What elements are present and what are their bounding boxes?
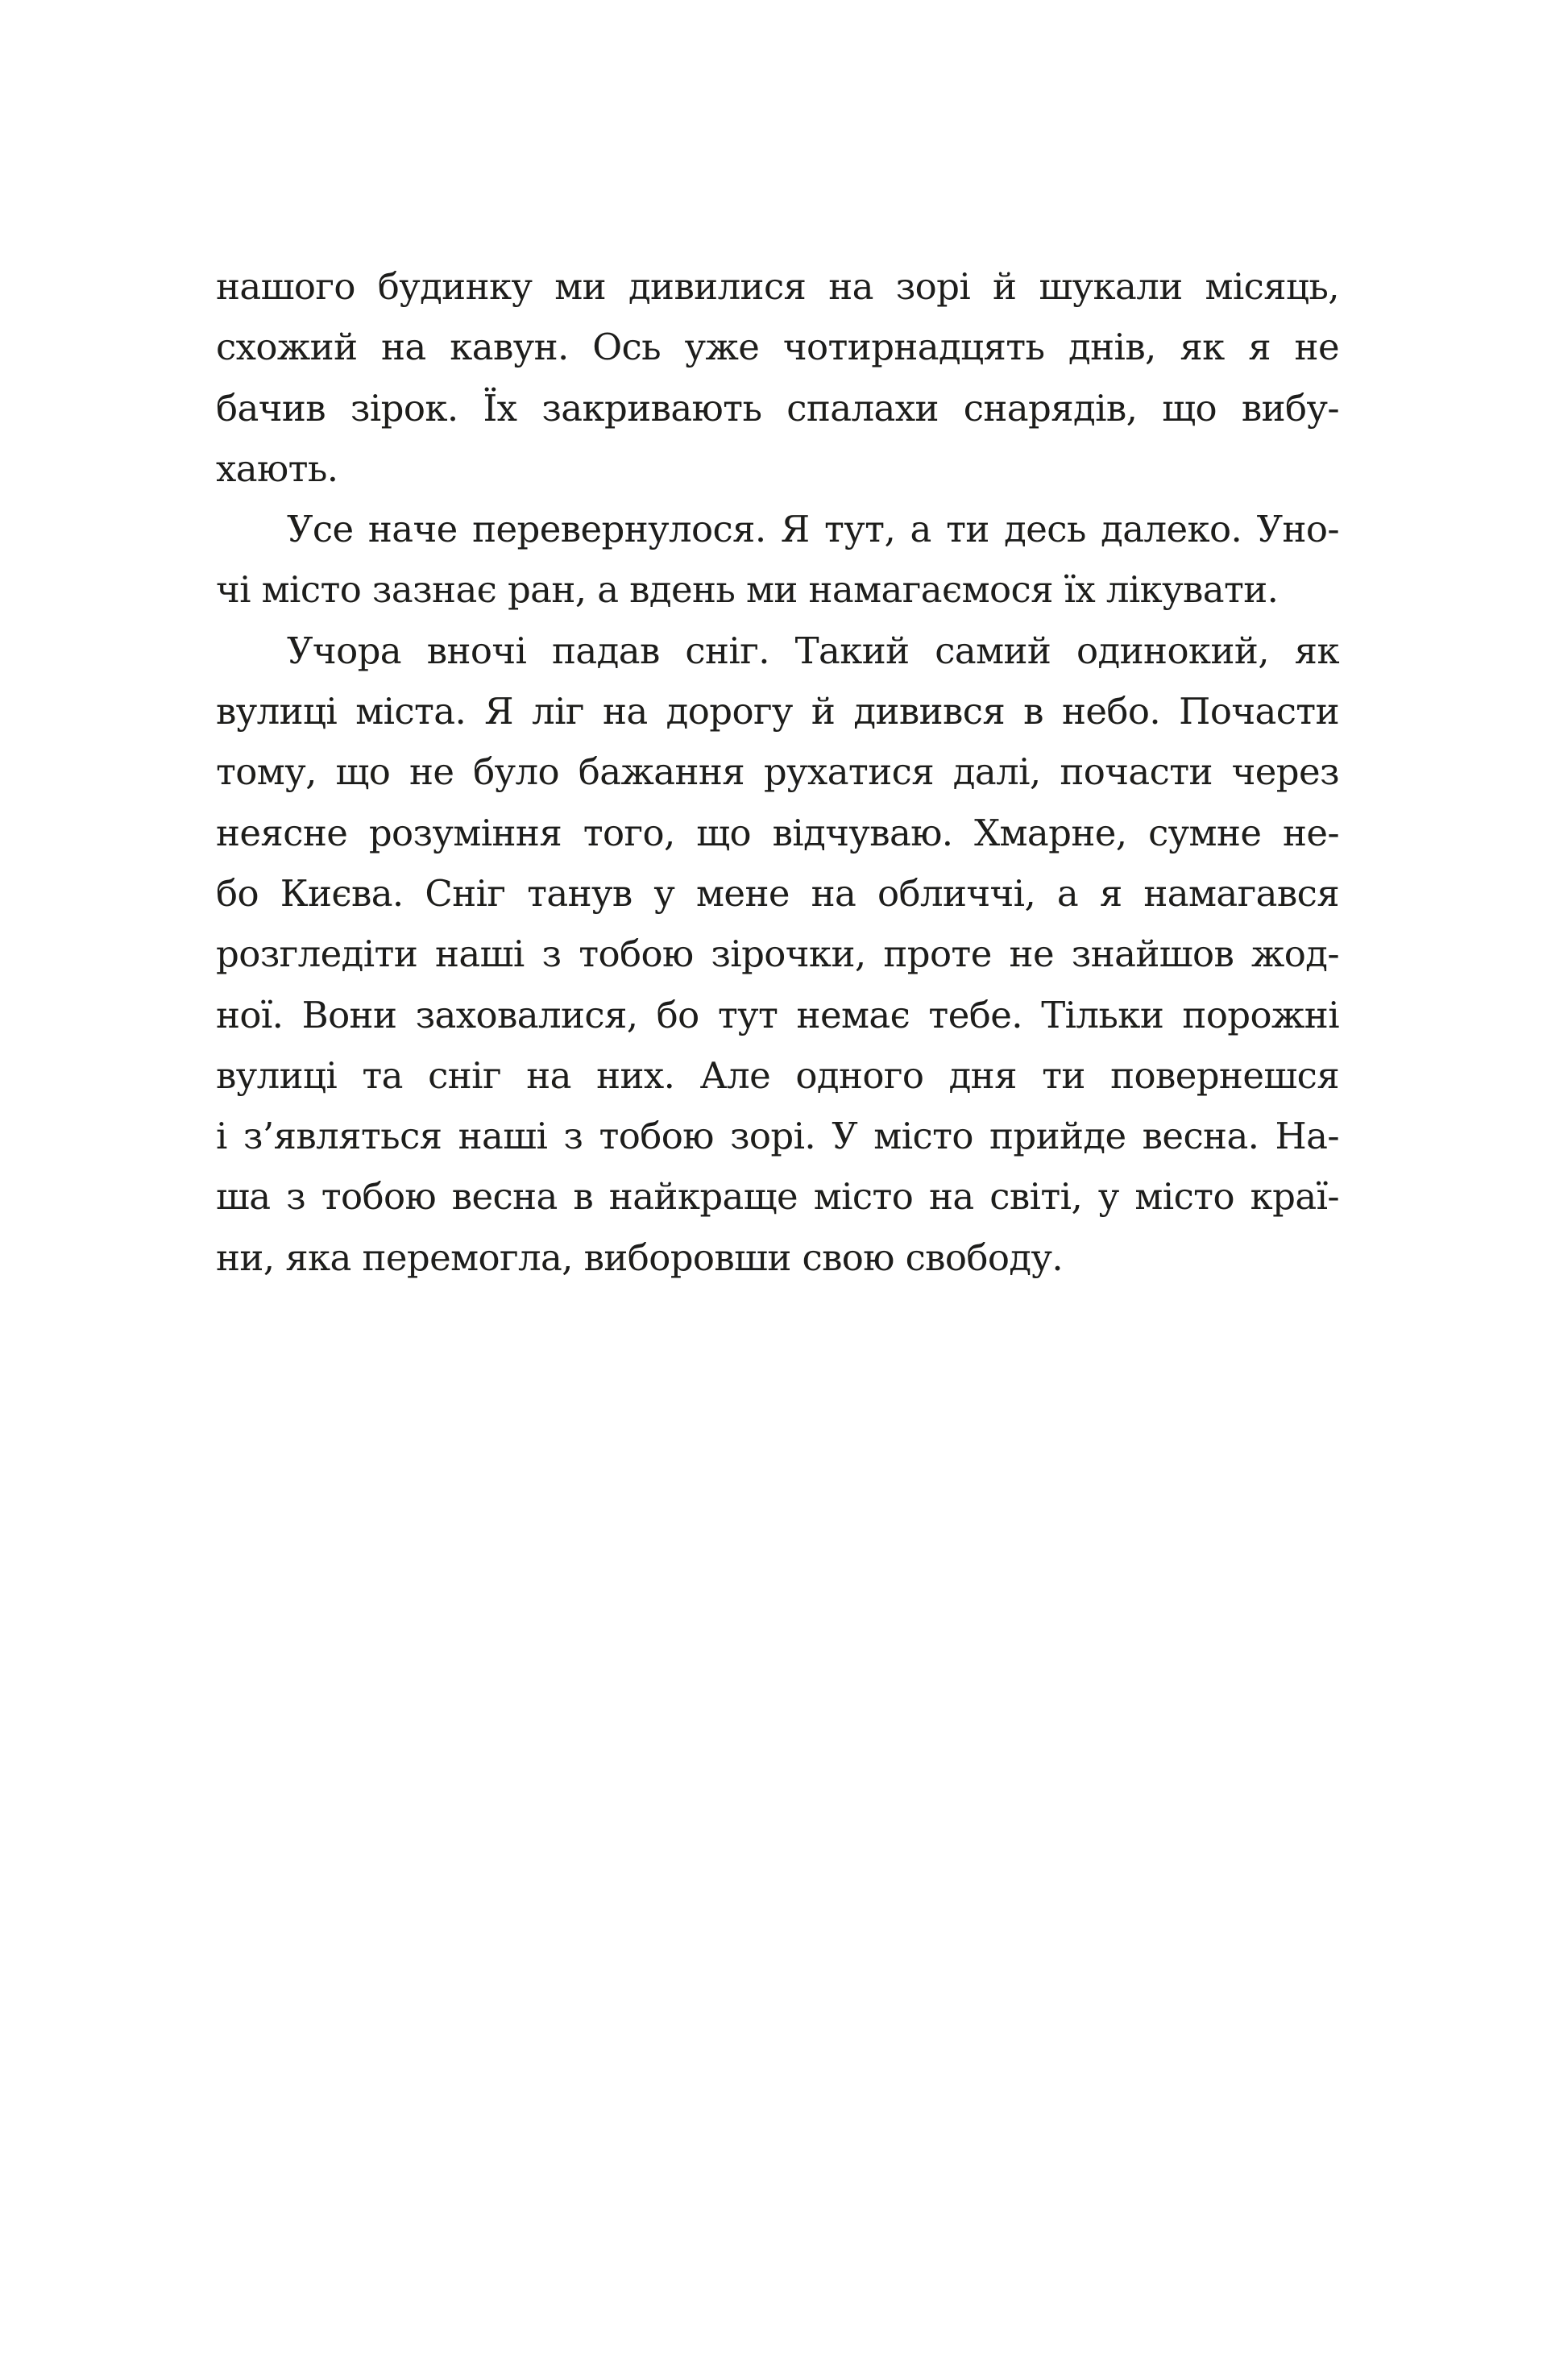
text-line: бо Києва. Сніг танув у мене на обличчі, а я намагався bbox=[216, 871, 1339, 915]
paragraph-2 bbox=[216, 499, 1339, 621]
text-line: Учора вночі падав сніг. Такий самий одинокий, як bbox=[287, 629, 1339, 672]
text-line: нашого будинку ми дивилися на зорі й шукали місяць, bbox=[216, 265, 1339, 308]
text-line: вулиці міста. Я ліг на дорогу й дивився в небо. Почасти bbox=[216, 690, 1339, 733]
text-line: неясне розуміння того, що відчуваю. Хмарне, сумне не- bbox=[216, 811, 1339, 854]
paragraph-1 bbox=[216, 256, 1339, 499]
text-line: Усе наче перевернулося. Я тут, а ти десь далеко. Уно- bbox=[287, 508, 1339, 551]
text-line: вулиці та сніг на них. Але одного дня ти повернешся bbox=[216, 1053, 1339, 1097]
text-line: і з’являться наші з тобою зорі. У місто прийде весна. На- bbox=[216, 1115, 1339, 1158]
text-line: чі місто зазнає ран, а вдень ми намагаємося їх лікувати. bbox=[216, 568, 1279, 612]
text-line: ша з тобою весна в найкраще місто на світі, у місто краї- bbox=[216, 1175, 1339, 1219]
text-line: тому, що не було бажання рухатися далі, почасти через bbox=[216, 750, 1339, 794]
body-text bbox=[216, 256, 1339, 1288]
text-line: ної. Вони заховалися, бо тут немає тебе. Тільки порожні bbox=[216, 993, 1339, 1036]
text-line: ни, яка перемогла, виборовши свою свободу. bbox=[216, 1236, 1064, 1279]
paragraph-3 bbox=[216, 621, 1339, 1288]
text-line: розгледіти наші з тобою зірочки, проте не знайшов жод- bbox=[216, 932, 1339, 976]
text-line: бачив зірок. Їх закривають спалахи снарядів, що вибу- bbox=[216, 386, 1339, 430]
text-line: схожий на кавун. Ось уже чотирнадцять днів, як я не bbox=[216, 326, 1339, 369]
text-line: хають. bbox=[216, 447, 338, 490]
